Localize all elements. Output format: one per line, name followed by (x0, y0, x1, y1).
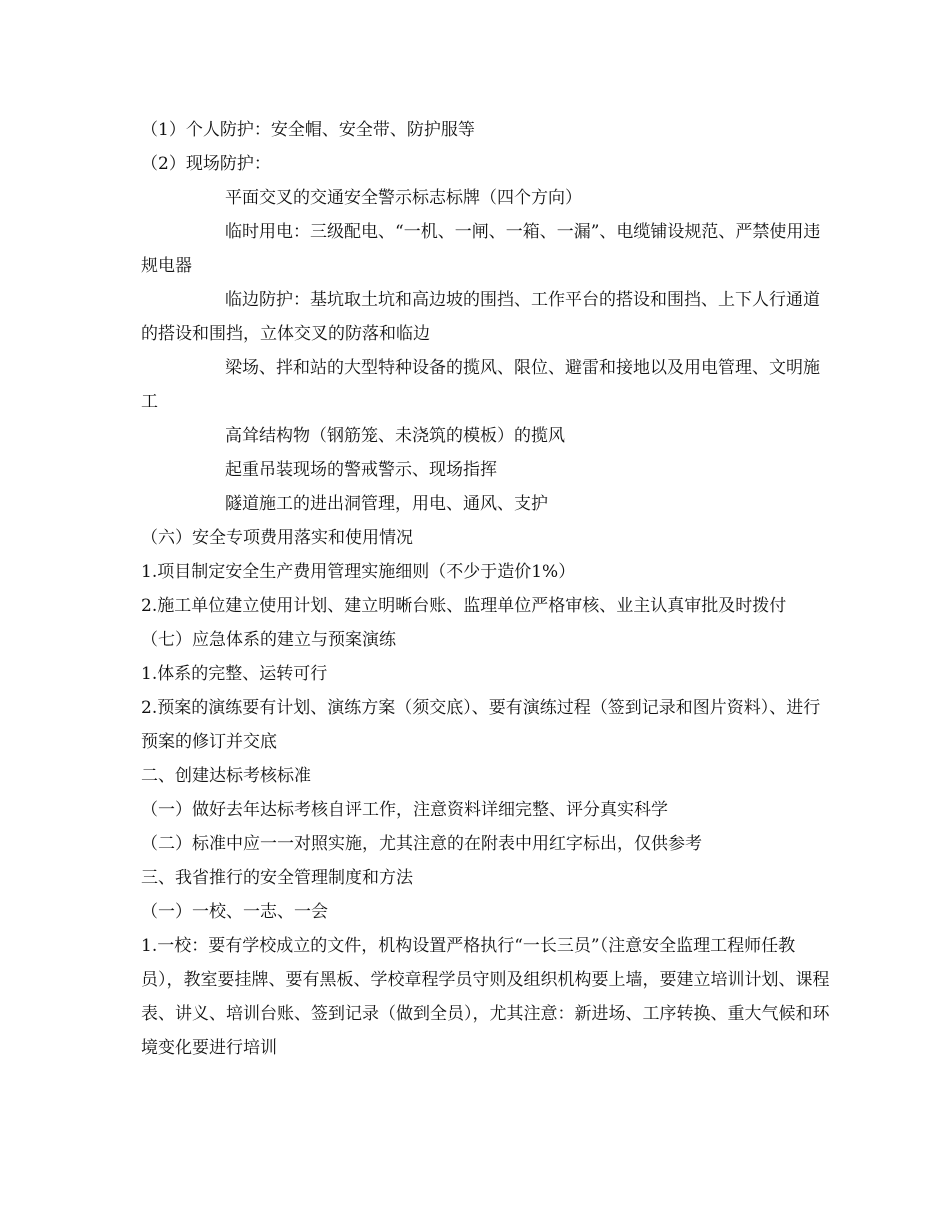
item-funds-plan: 2.施工单位建立使用计划、建立明晰台账、监理单位严格审核、业主认真审批及时拨付 (141, 596, 787, 616)
item-one-school-detail: 1.一校：要有学校成立的文件，机构设置严格执行“一长三员”（注意安全监理工程师任教员），教室要挂牌、要有黑板、学校章程学员守则及组织机构要上墙，要建立培训计划、课程表、讲义、培训台账、签到记录（做到全员），尤其注意：新进场、工序转换、重大气候和环境变化要进行培训 (141, 936, 830, 1058)
item-drill-plan: 2.预案的演练要有计划、演练方案（须交底）、要有演练过程（签到记录和图片资料）、进行预案的修订并交底 (141, 698, 821, 752)
item-system-complete: 1.体系的完整、运转可行 (141, 664, 328, 684)
item-edge-protection: 临边防护：基坑取土坑和高边坡的围挡、工作平台的搭设和围挡、上下人行通道的搭设和围挡，立体交叉的防落和临边 (141, 290, 820, 344)
item-lifting-site: 起重吊装现场的警戒警示、现场指挥 (225, 460, 497, 480)
item-beam-yard-equipment: 梁场、拌和站的大型特种设备的揽风、限位、避雷和接地以及用电管理、文明施工 (141, 358, 820, 412)
heading-one-school: （一）一校、一志、一会 (141, 902, 328, 922)
item-standard-compare: （二）标准中应一一对照实施，尤其注意的在附表中用红字标出，仅供参考 (141, 834, 702, 854)
heading-management-system: 三、我省推行的安全管理制度和方法 (141, 868, 413, 888)
document-body (141, 113, 831, 1065)
item-tall-structures: 高耸结构物（钢筋笼、未浇筑的模板）的揽风 (225, 426, 565, 446)
heading-safety-funds: （六）安全专项费用落实和使用情况 (141, 528, 413, 548)
item-site-protection: （2）现场防护： (141, 154, 271, 174)
item-traffic-signs: 平面交叉的交通安全警示标志标牌（四个方向） (225, 188, 582, 208)
heading-emergency-system: （七）应急体系的建立与预案演练 (141, 630, 396, 650)
item-funds-rules: 1.项目制定安全生产费用管理实施细则（不少于造价1%） (141, 562, 576, 582)
item-tunnel-construction: 隧道施工的进出洞管理，用电、通风、支护 (225, 494, 548, 514)
item-temporary-power: 临时用电：三级配电、“一机、一闸、一箱、一漏”、电缆铺设规范、严禁使用违规电器 (141, 222, 821, 276)
item-self-evaluation: （一）做好去年达标考核自评工作，注意资料详细完整、评分真实科学 (141, 800, 668, 820)
item-personal-protection: （1）个人防护：安全帽、安全带、防护服等 (141, 120, 475, 140)
heading-standard-assessment: 二、创建达标考核标准 (141, 766, 311, 786)
